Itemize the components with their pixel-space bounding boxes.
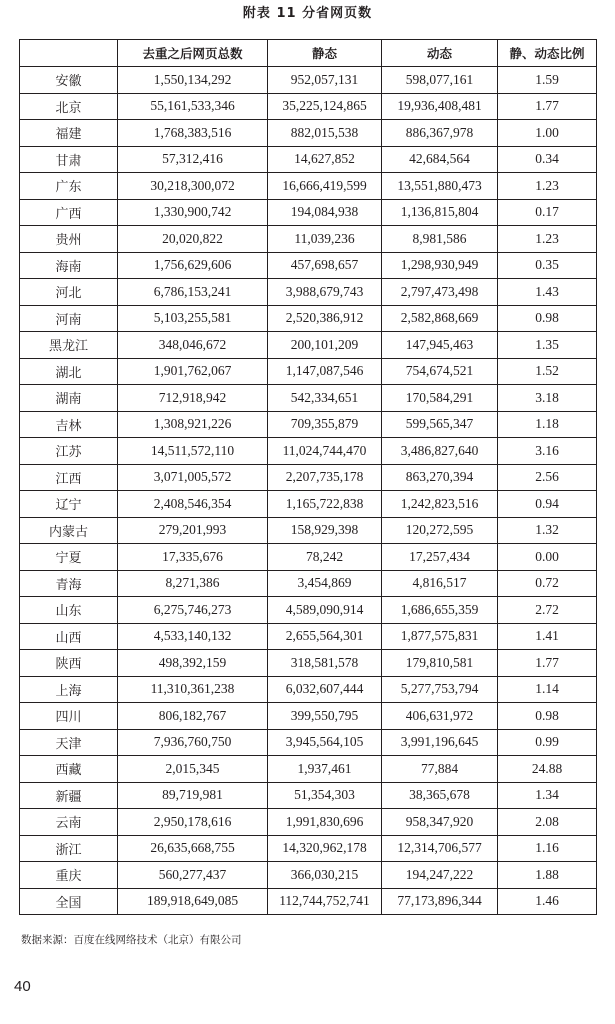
table-row	[20, 173, 597, 200]
cell-dynamic: 1,298,930,949	[382, 252, 498, 279]
cell-total: 348,046,672	[118, 332, 268, 359]
cell-province: 西藏	[20, 756, 118, 783]
cell-total: 7,936,760,750	[118, 729, 268, 756]
cell-static: 952,057,131	[268, 67, 382, 94]
cell-dynamic: 3,486,827,640	[382, 438, 498, 465]
cell-total: 3,071,005,572	[118, 464, 268, 491]
cell-static: 1,165,722,838	[268, 491, 382, 518]
cell-province: 贵州	[20, 226, 118, 253]
cell-dynamic: 179,810,581	[382, 650, 498, 677]
cell-static: 882,015,538	[268, 120, 382, 147]
table-row	[20, 862, 597, 889]
cell-province: 湖北	[20, 358, 118, 385]
cell-ratio: 1.00	[498, 120, 597, 147]
cell-province: 福建	[20, 120, 118, 147]
cell-total: 14,511,572,110	[118, 438, 268, 465]
column-header-static: 静态	[268, 40, 382, 67]
cell-province: 河南	[20, 305, 118, 332]
table-row	[20, 93, 597, 120]
cell-dynamic: 1,136,815,804	[382, 199, 498, 226]
cell-ratio: 1.46	[498, 888, 597, 915]
cell-total: 4,533,140,132	[118, 623, 268, 650]
cell-ratio: 0.72	[498, 570, 597, 597]
cell-province: 四川	[20, 703, 118, 730]
cell-province: 海南	[20, 252, 118, 279]
cell-ratio: 1.77	[498, 93, 597, 120]
cell-total: 55,161,533,346	[118, 93, 268, 120]
table-row	[20, 517, 597, 544]
cell-ratio: 2.56	[498, 464, 597, 491]
cell-ratio: 3.16	[498, 438, 597, 465]
cell-ratio: 1.77	[498, 650, 597, 677]
cell-province: 安徽	[20, 67, 118, 94]
cell-province: 湖南	[20, 385, 118, 412]
table-row	[20, 358, 597, 385]
table-row	[20, 146, 597, 173]
cell-province: 全国	[20, 888, 118, 915]
cell-ratio: 0.17	[498, 199, 597, 226]
cell-ratio: 0.98	[498, 305, 597, 332]
cell-province: 黑龙江	[20, 332, 118, 359]
cell-province: 广东	[20, 173, 118, 200]
table-row	[20, 756, 597, 783]
cell-total: 89,719,981	[118, 782, 268, 809]
column-header-total: 去重之后网页总数	[118, 40, 268, 67]
cell-total: 1,308,921,226	[118, 411, 268, 438]
table-row	[20, 623, 597, 650]
table-row	[20, 252, 597, 279]
table-row	[20, 120, 597, 147]
source-note: 数据来源：百度在线网络技术（北京）有限公司	[21, 934, 242, 946]
cell-ratio: 1.23	[498, 173, 597, 200]
cell-total: 11,310,361,238	[118, 676, 268, 703]
cell-dynamic: 38,365,678	[382, 782, 498, 809]
cell-static: 14,320,962,178	[268, 835, 382, 862]
cell-province: 青海	[20, 570, 118, 597]
cell-total: 498,392,159	[118, 650, 268, 677]
cell-static: 1,147,087,546	[268, 358, 382, 385]
cell-total: 2,950,178,616	[118, 809, 268, 836]
cell-dynamic: 19,936,408,481	[382, 93, 498, 120]
table-row	[20, 464, 597, 491]
cell-province: 北京	[20, 93, 118, 120]
cell-static: 11,024,744,470	[268, 438, 382, 465]
cell-static: 318,581,578	[268, 650, 382, 677]
cell-province: 天津	[20, 729, 118, 756]
cell-dynamic: 147,945,463	[382, 332, 498, 359]
cell-ratio: 1.23	[498, 226, 597, 253]
table-row	[20, 544, 597, 571]
cell-dynamic: 13,551,880,473	[382, 173, 498, 200]
cell-static: 35,225,124,865	[268, 93, 382, 120]
cell-province: 浙江	[20, 835, 118, 862]
cell-ratio: 1.43	[498, 279, 597, 306]
cell-static: 3,945,564,105	[268, 729, 382, 756]
table-row	[20, 597, 597, 624]
table-header-row	[20, 40, 597, 67]
table-row	[20, 199, 597, 226]
cell-province: 江西	[20, 464, 118, 491]
cell-ratio: 1.16	[498, 835, 597, 862]
cell-total: 57,312,416	[118, 146, 268, 173]
cell-province: 上海	[20, 676, 118, 703]
cell-static: 1,937,461	[268, 756, 382, 783]
table-row	[20, 676, 597, 703]
cell-static: 3,454,869	[268, 570, 382, 597]
table-row	[20, 835, 597, 862]
cell-dynamic: 120,272,595	[382, 517, 498, 544]
cell-dynamic: 754,674,521	[382, 358, 498, 385]
cell-static: 2,520,386,912	[268, 305, 382, 332]
cell-total: 5,103,255,581	[118, 305, 268, 332]
cell-total: 1,330,900,742	[118, 199, 268, 226]
cell-province: 辽宁	[20, 491, 118, 518]
cell-total: 1,756,629,606	[118, 252, 268, 279]
cell-ratio: 0.00	[498, 544, 597, 571]
table-body	[20, 67, 597, 915]
table-row	[20, 888, 597, 915]
cell-dynamic: 170,584,291	[382, 385, 498, 412]
table-row	[20, 226, 597, 253]
cell-total: 1,901,762,067	[118, 358, 268, 385]
cell-dynamic: 886,367,978	[382, 120, 498, 147]
cell-static: 2,655,564,301	[268, 623, 382, 650]
column-header-province	[20, 40, 118, 67]
cell-static: 2,207,735,178	[268, 464, 382, 491]
cell-province: 山西	[20, 623, 118, 650]
page-title: 附表 11 分省网页数	[242, 6, 373, 21]
cell-ratio: 2.72	[498, 597, 597, 624]
cell-total: 806,182,767	[118, 703, 268, 730]
cell-ratio: 1.32	[498, 517, 597, 544]
cell-total: 8,271,386	[118, 570, 268, 597]
cell-total: 30,218,300,072	[118, 173, 268, 200]
cell-static: 457,698,657	[268, 252, 382, 279]
cell-static: 542,334,651	[268, 385, 382, 412]
cell-static: 16,666,419,599	[268, 173, 382, 200]
cell-province: 重庆	[20, 862, 118, 889]
cell-ratio: 1.34	[498, 782, 597, 809]
cell-dynamic: 42,684,564	[382, 146, 498, 173]
cell-ratio: 0.35	[498, 252, 597, 279]
cell-total: 189,918,649,085	[118, 888, 268, 915]
cell-ratio: 3.18	[498, 385, 597, 412]
table-row	[20, 729, 597, 756]
cell-ratio: 0.99	[498, 729, 597, 756]
cell-total: 2,408,546,354	[118, 491, 268, 518]
column-header-dynamic: 动态	[382, 40, 498, 67]
cell-ratio: 1.59	[498, 67, 597, 94]
cell-ratio: 1.35	[498, 332, 597, 359]
table-row	[20, 570, 597, 597]
cell-province: 宁夏	[20, 544, 118, 571]
table-row	[20, 782, 597, 809]
cell-ratio: 2.08	[498, 809, 597, 836]
cell-static: 200,101,209	[268, 332, 382, 359]
table-row	[20, 438, 597, 465]
cell-dynamic: 958,347,920	[382, 809, 498, 836]
cell-static: 6,032,607,444	[268, 676, 382, 703]
cell-static: 3,988,679,743	[268, 279, 382, 306]
cell-total: 2,015,345	[118, 756, 268, 783]
cell-total: 20,020,822	[118, 226, 268, 253]
cell-province: 云南	[20, 809, 118, 836]
table-row	[20, 809, 597, 836]
cell-dynamic: 406,631,972	[382, 703, 498, 730]
table-row	[20, 385, 597, 412]
cell-dynamic: 1,686,655,359	[382, 597, 498, 624]
cell-dynamic: 3,991,196,645	[382, 729, 498, 756]
cell-total: 712,918,942	[118, 385, 268, 412]
cell-static: 1,991,830,696	[268, 809, 382, 836]
table-row	[20, 703, 597, 730]
cell-total: 6,786,153,241	[118, 279, 268, 306]
cell-dynamic: 2,582,868,669	[382, 305, 498, 332]
cell-total: 1,768,383,516	[118, 120, 268, 147]
cell-static: 78,242	[268, 544, 382, 571]
cell-province: 江苏	[20, 438, 118, 465]
cell-province: 河北	[20, 279, 118, 306]
cell-province: 广西	[20, 199, 118, 226]
cell-dynamic: 4,816,517	[382, 570, 498, 597]
cell-dynamic: 194,247,222	[382, 862, 498, 889]
cell-static: 11,039,236	[268, 226, 382, 253]
cell-ratio: 0.98	[498, 703, 597, 730]
page-number: 40	[14, 978, 31, 995]
province-webpage-table	[19, 39, 597, 915]
cell-province: 吉林	[20, 411, 118, 438]
table-row	[20, 491, 597, 518]
column-header-ratio: 静、动态比例	[498, 40, 597, 67]
cell-dynamic: 1,242,823,516	[382, 491, 498, 518]
cell-dynamic: 12,314,706,577	[382, 835, 498, 862]
table-row	[20, 411, 597, 438]
cell-dynamic: 863,270,394	[382, 464, 498, 491]
cell-dynamic: 77,173,896,344	[382, 888, 498, 915]
cell-province: 内蒙古	[20, 517, 118, 544]
cell-province: 新疆	[20, 782, 118, 809]
cell-dynamic: 598,077,161	[382, 67, 498, 94]
cell-ratio: 1.52	[498, 358, 597, 385]
table-row	[20, 332, 597, 359]
cell-dynamic: 2,797,473,498	[382, 279, 498, 306]
cell-total: 1,550,134,292	[118, 67, 268, 94]
cell-dynamic: 8,981,586	[382, 226, 498, 253]
cell-ratio: 1.14	[498, 676, 597, 703]
cell-static: 112,744,752,741	[268, 888, 382, 915]
cell-dynamic: 599,565,347	[382, 411, 498, 438]
cell-static: 399,550,795	[268, 703, 382, 730]
table-row	[20, 305, 597, 332]
cell-province: 陕西	[20, 650, 118, 677]
cell-dynamic: 77,884	[382, 756, 498, 783]
cell-province: 山东	[20, 597, 118, 624]
cell-total: 560,277,437	[118, 862, 268, 889]
table-row	[20, 650, 597, 677]
cell-ratio: 24.88	[498, 756, 597, 783]
cell-static: 14,627,852	[268, 146, 382, 173]
cell-ratio: 1.18	[498, 411, 597, 438]
cell-ratio: 0.94	[498, 491, 597, 518]
cell-ratio: 0.34	[498, 146, 597, 173]
cell-static: 709,355,879	[268, 411, 382, 438]
cell-static: 366,030,215	[268, 862, 382, 889]
cell-static: 51,354,303	[268, 782, 382, 809]
cell-total: 279,201,993	[118, 517, 268, 544]
cell-total: 17,335,676	[118, 544, 268, 571]
cell-ratio: 1.88	[498, 862, 597, 889]
cell-dynamic: 5,277,753,794	[382, 676, 498, 703]
cell-total: 6,275,746,273	[118, 597, 268, 624]
cell-ratio: 1.41	[498, 623, 597, 650]
cell-static: 158,929,398	[268, 517, 382, 544]
cell-static: 194,084,938	[268, 199, 382, 226]
cell-static: 4,589,090,914	[268, 597, 382, 624]
table-row	[20, 67, 597, 94]
cell-province: 甘肃	[20, 146, 118, 173]
cell-dynamic: 1,877,575,831	[382, 623, 498, 650]
cell-total: 26,635,668,755	[118, 835, 268, 862]
cell-dynamic: 17,257,434	[382, 544, 498, 571]
table-row	[20, 279, 597, 306]
